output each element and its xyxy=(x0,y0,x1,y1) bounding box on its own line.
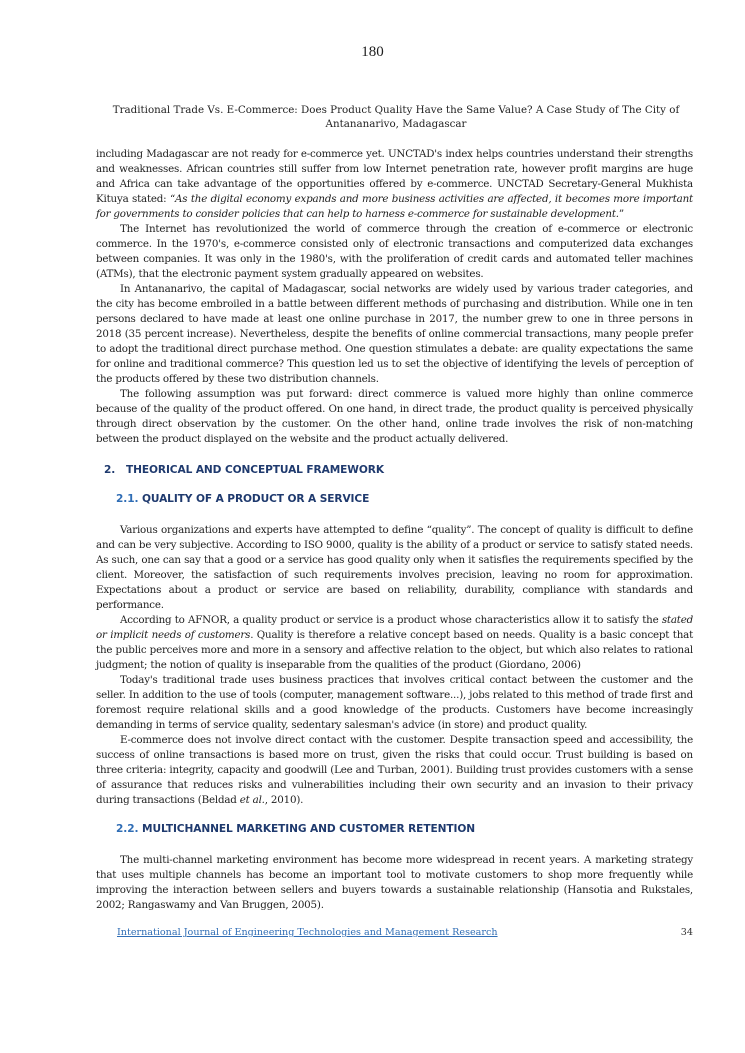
paragraph: The Internet has revolutionized the world of commerce through the creation of e-commerce or electronic commerce. In the 1970's, e-commerce consisted only of electronic transactions and computerized data exchanges between companies. It was only in the 1980's, with the proliferation of credit cards and automated teller machines (ATMs), that the electronic payment system gradually appeared on websites. xyxy=(96,223,693,280)
subsection-heading-2-2: 2.2. MULTICHANNEL MARKETING AND CUSTOMER RETENTION xyxy=(116,823,475,835)
journal-link[interactable]: International Journal of Engineering Technologies and Management Research xyxy=(117,927,498,938)
article-body xyxy=(96,147,693,913)
paragraph: including Madagascar are not ready for e-commerce yet. UNCTAD's index helps countries understand their strengths and weaknesses. African countries still suffer from low Internet penetration rate, however profit margins are huge and Africa can take advantage of the opportunities offered by e-commerce. UNCTAD Secretary-General Mukhista Kituya stated: “As the digital economy expands and more business activities are affected, it becomes more important for governments to consider policies that can help to harness e-commerce for sustainable development.” xyxy=(96,148,693,220)
section-heading-2: 2. THEORICAL AND CONCEPTUAL FRAMEWORK xyxy=(104,464,384,476)
running-title: Traditional Trade Vs. E-Commerce: Does Product Quality Have the Same Value? A Case Study of The City of Antananarivo, Madagascar xyxy=(112,104,680,130)
paragraph: In Antananarivo, the capital of Madagascar, social networks are widely used by various trader categories, and the city has become embroiled in a battle between different methods of purchasing and distribution. While one in ten persons declared to have made at least one online purchase in 2017, the number grew to one in three persons in 2018 (35 percent increase). Nevertheless, despite the benefits of online commercial transactions, many people prefer to adopt the traditional direct purchase method. One question stimulates a debate: are quality expectations the same for online and traditional commerce? This question led us to set the objective of identifying the levels of perception of the products offered by these two distribution channels. xyxy=(96,283,693,385)
paragraph: Today's traditional trade uses business practices that involves critical contact between the customer and the seller. In addition to the use of tools (computer, management software...), jobs related to this method of trade first and foremost require relational skills and a good knowledge of the products. Customers have become increasingly demanding in terms of service quality, sedentary salesman's advice (in store) and product quality. xyxy=(96,674,693,731)
subsection-heading-2-1: 2.1. QUALITY OF A PRODUCT OR A SERVICE xyxy=(116,493,370,505)
paragraph: The multi-channel marketing environment has become more widespread in recent years. A marketing strategy that uses multiple channels has become an important tool to motivate customers to shop more frequently while improving the interaction between sellers and buyers towards a sustainable relationship (Hansotia and Rukstales, 2002; Rangaswamy and Van Bruggen, 2005). xyxy=(96,854,693,911)
paragraph: The following assumption was put forward: direct commerce is valued more highly than online commerce because of the quality of the product offered. On one hand, in direct trade, the product quality is perceived physically through direct observation by the customer. On the other hand, online trade involves the risk of non-matching between the product displayed on the website and the product actually delivered. xyxy=(96,388,693,445)
paragraph: According to AFNOR, a quality product or service is a product whose characteristics allow it to satisfy the stated or implicit needs of customers. Quality is therefore a relative concept based on needs. Quality is a basic concept that the public perceives more and more in a sensory and affective relation to the object, but which also relates to rational judgment; the notion of quality is inseparable from the qualities of the product (Giordano, 2006) xyxy=(96,614,694,671)
paragraph: Various organizations and experts have attempted to define “quality”. The concept of quality is difficult to define and can be very subjective. According to ISO 9000, quality is the ability of a product or service to satisfy stated needs. As such, one can say that a good or a service has good quality only when it satisfies the requirements specified by the client. Moreover, the satisfaction of such requirements involves precision, leaving no room for approximation. Expectations about a product or service are based on reliability, durability, compliance with standards and performance. xyxy=(96,524,693,611)
page-number-bottom: 34 xyxy=(680,927,693,938)
page-number-top: 180 xyxy=(361,44,384,60)
paragraph: E-commerce does not involve direct contact with the customer. Despite transaction speed and accessibility, the success of online transactions is based more on trust, given the risks that could occur. Trust building is based on three criteria: integrity, capacity and goodwill (Lee and Turban, 2001). Building trust provides customers with a sense of assurance that reduces risks and vulnerabilities including their own security and an invasion to their privacy during transactions (Beldad et al., 2010). xyxy=(96,734,693,806)
quote-italic: As the digital economy expands and more business activities are affected, it becomes more important for governments to consider policies that can help to harness e-commerce for sustainable development. xyxy=(96,193,693,220)
